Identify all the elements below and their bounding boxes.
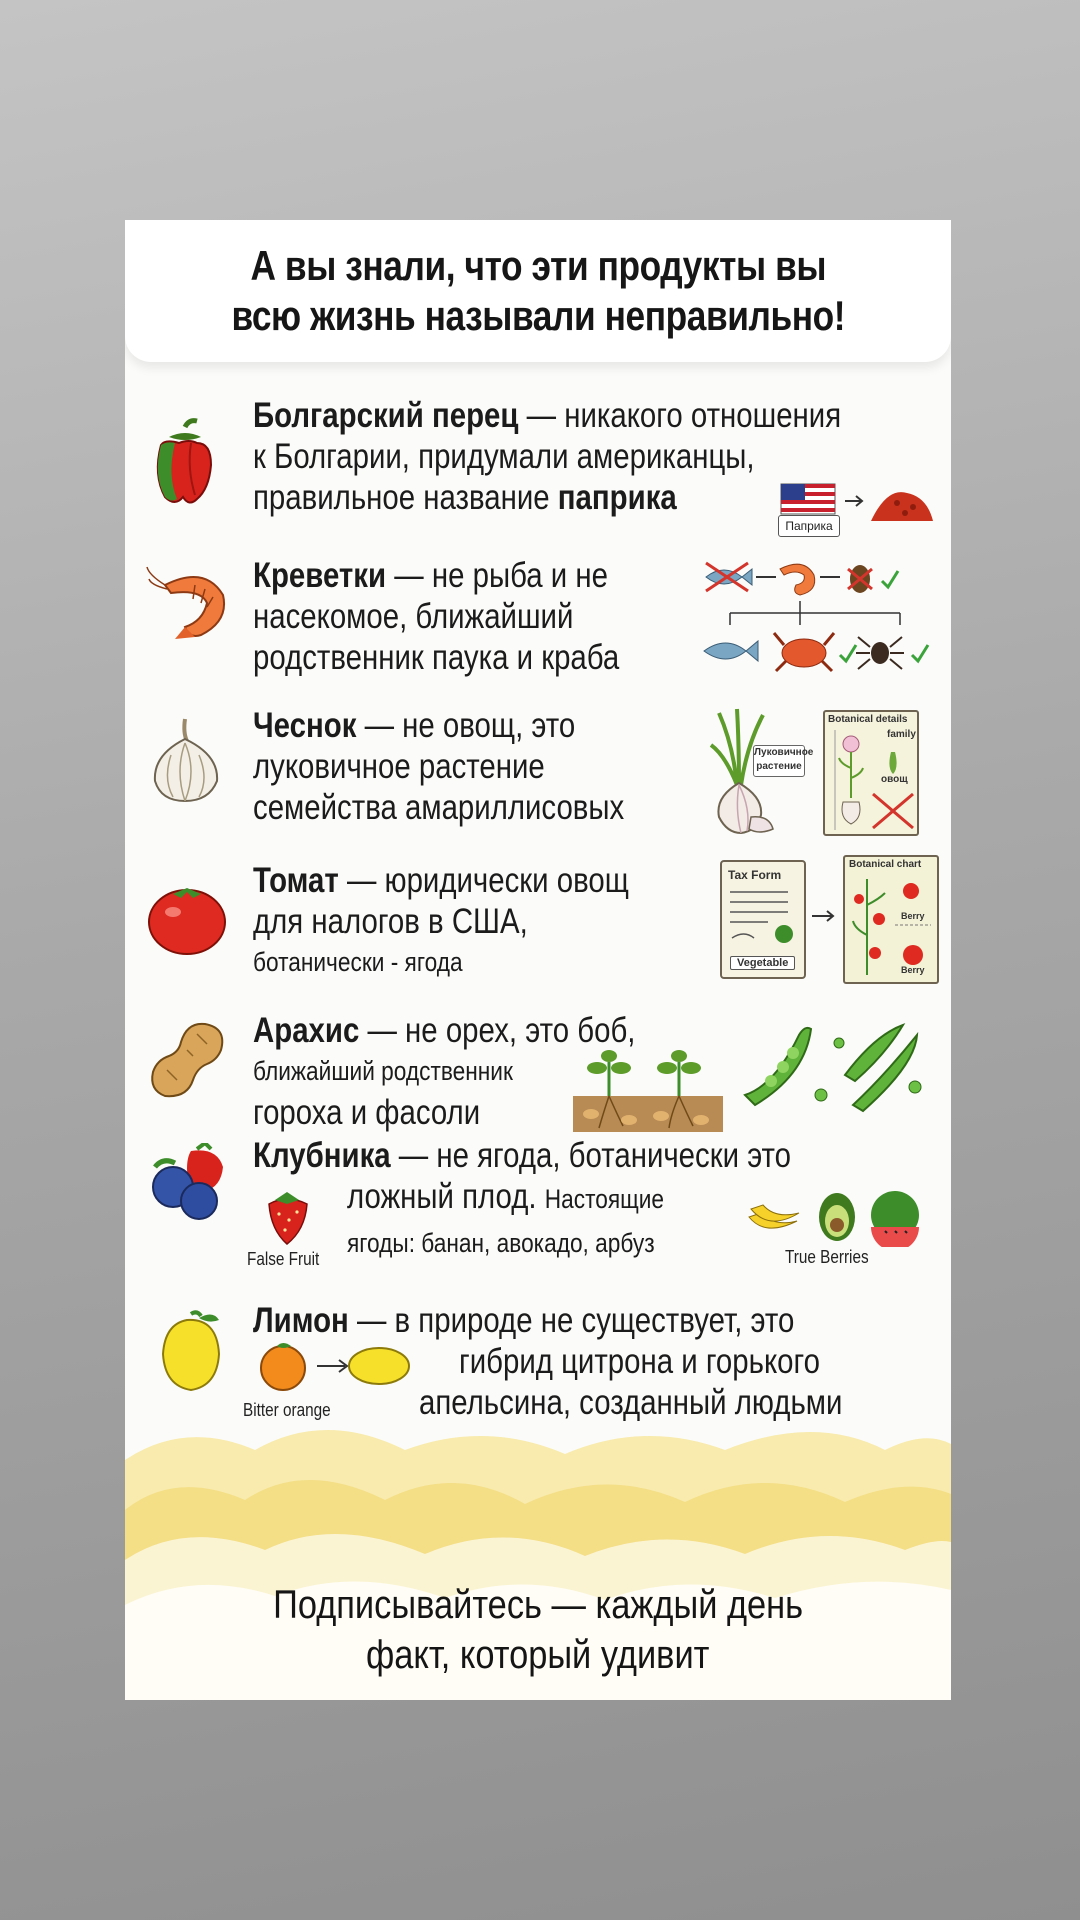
false-fruit-label: False Fruit (247, 1249, 320, 1269)
spider-icon (856, 637, 904, 669)
arrow-icon (843, 493, 865, 509)
shrimp-small-icon (780, 564, 815, 595)
fact-row-shrimp (125, 555, 951, 685)
peanut-icon (147, 1020, 227, 1100)
fact-row-lemon (125, 1300, 951, 1430)
botanical-chart-card: Botanical chart Berry Berry (843, 855, 939, 984)
crossed-fish-icon (706, 563, 752, 591)
fact-text-pepper: Болгарский перец — никакого отношения к Болгарии, придумали американцы, правильное название паприка (253, 396, 842, 517)
fact-text-peanut: Арахис — не орех, это боб, ближайший родственник гороха и фасоли (253, 1011, 636, 1132)
shrimp-icon (145, 565, 233, 645)
fact-row-strawberry (125, 1135, 951, 1275)
subscribe-footer (125, 1580, 951, 1680)
peanut-plants-icon (573, 1040, 723, 1140)
true-berries-label: True Berries (785, 1247, 869, 1267)
title-banner (125, 220, 951, 362)
paprika-powder-icon (867, 483, 937, 525)
tomato-plant-sketch-icon (849, 875, 933, 979)
botanical-details-card: Botanical details family овощ (823, 710, 919, 836)
tomato-icon (147, 878, 227, 956)
fact-row-garlic (125, 705, 951, 840)
fact-row-peanut (125, 1010, 951, 1140)
page-title: А вы знали, что эти продукты вы всю жизнь называли неправильно! (231, 242, 845, 339)
fact-row-pepper (125, 395, 951, 533)
bulb-plant-tag: Луковичное растение (753, 745, 805, 777)
fact-text-lemon-line3: апельсина, созданный людьми (419, 1383, 843, 1422)
infographic-card (125, 220, 951, 1700)
fact-text-shrimp: Креветки — не рыба и не насекомое, ближайший родственник паука и краба (253, 556, 620, 677)
footer-line-2: факт, который удивит (366, 1633, 710, 1677)
bell-pepper-icon (147, 417, 227, 507)
fact-row-tomato (125, 860, 951, 995)
tax-form-card: Tax Form Vegetable (720, 860, 806, 979)
pea-pods-icon (735, 1015, 935, 1115)
fact-text-strawberry-line2: ложный плод. Настоящие (347, 1177, 665, 1216)
footer-line-1: Подписывайтесь — каждый день (273, 1583, 803, 1627)
fact-text-strawberry-line3: ягоды: банан, авокадо, арбуз (347, 1228, 655, 1258)
true-berries-icon (745, 1187, 935, 1247)
vegetable-stamp: Vegetable (730, 956, 795, 970)
arrow-icon (810, 908, 836, 924)
shrimp-relatives-diagram (700, 555, 950, 680)
lemon-icon (159, 1310, 223, 1394)
fact-text-lemon-line2: гибрид цитрона и горького (459, 1342, 820, 1381)
fact-text-tomato: Томат — юридически овощ для налогов в США, ботанически - ягода (253, 861, 629, 977)
form-lines-icon (728, 888, 798, 948)
garlic-icon (147, 715, 225, 805)
bitter-orange-label: Bitter orange (243, 1400, 331, 1420)
fact-text-garlic: Чеснок — не овощ, это луковичное растение семейства амариллисовых (253, 706, 625, 827)
crab-icon (774, 633, 834, 671)
berries-icon (147, 1143, 227, 1223)
fact-text-lemon-line1: Лимон — в природе не существует, это (253, 1301, 795, 1340)
botanical-sketch-icon (829, 728, 915, 832)
paprika-tag: Паприка (778, 515, 840, 537)
bitter-orange-to-lemon-icon (257, 1338, 417, 1394)
fact-text-strawberry-line1: Клубника — не ягода, ботанически это (253, 1136, 792, 1175)
strawberry-icon (265, 1190, 311, 1246)
fish-icon (704, 641, 758, 661)
crossed-insect-icon (848, 565, 872, 593)
